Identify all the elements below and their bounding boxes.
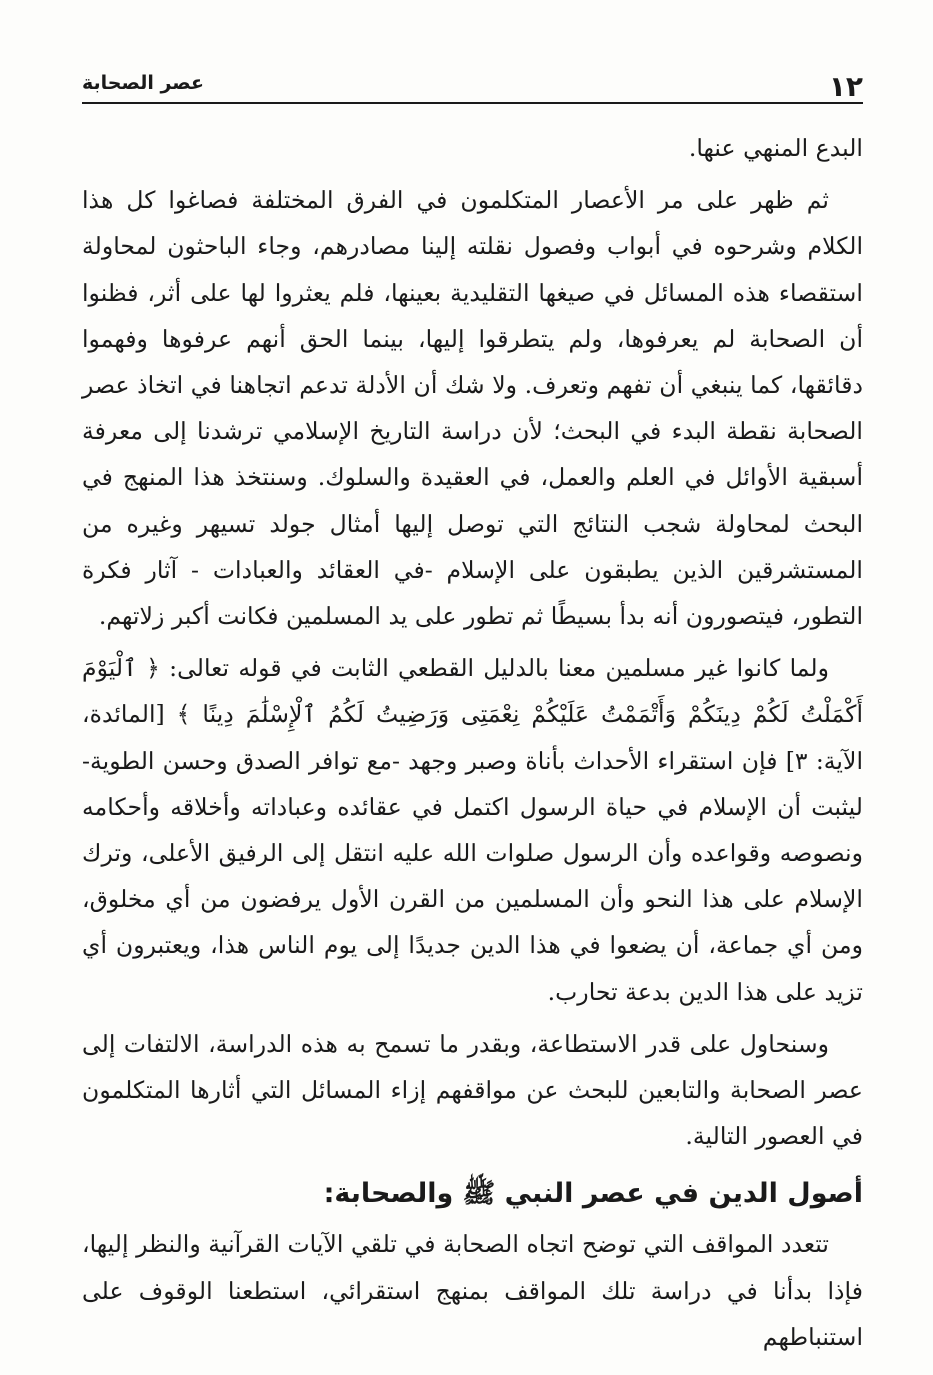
section-heading: أصول الدين في عصر النبي ﷺ والصحابة: <box>323 1178 863 1210</box>
running-header-title: عصر الصحابة <box>82 72 204 94</box>
paragraph-continuation: البدع المنهي عنها. <box>688 134 863 162</box>
page-number: ١٢ <box>828 70 863 103</box>
paragraph-body: فإن استقراء الأحداث بأناة وصبر وجهد -مع توافر الصدق وحسن الطوية- ليثبت أن الإسلام في حياة الرسول اكتمل في عقائده وعباداته وأخلاقه وأحكامه ونصوصه وقواعده وأن الرسول صلوات الله عليه انتقل إلى الرفيق الأعلى، وترك الإسلام على هذا النحو وأن المسلمين من القرن الأول يرفضون من أي مخلوق، ومن أي جماعة، أن يضعوا في هذا الدين جديدًا إلى يوم الناس هذا، ويعتبرون أي تزيد على هذا الدين بدعة تحارب. <box>82 746 863 1006</box>
paragraph-intro: ولما كانوا غير مسلمين معنا بالدليل القطعي الثابت في قوله تعالى: <box>159 654 829 683</box>
running-header <box>82 62 863 102</box>
header-divider <box>82 102 863 104</box>
paragraph-orientalists: ثم ظهر على مر الأعصار المتكلمون في الفرق المختلفة فصاغوا كل هذا الكلام وشرحوه في أبواب وفصول نقلته إلينا مصادرهم، وجاء الباحثون لمحاولة استقصاء هذه المسائل في صيغها التقليدية بعينها، فلم يعثروا لها على أثر، فظنوا أن الصحابة لم يعرفوها، ولم يتطرقوا إليها، بينما الحق أنهم عرفوها وفهموا دقائقها، كما ينبغي أن تفهم وتعرف. ولا شك أن الأدلة تدعم اتجاهنا في اتخاذ عصر الصحابة نقطة البدء في البحث؛ لأن دراسة التاريخ الإسلامي ترشدنا إلى معرفة أسبقية الأوائل في العلم والعمل، في العقيدة والسلوك. وسنتخذ هذا المنهج في البحث لمحاولة شجب النتائج التي توصل إليها أمثال جولد تسيهر وغيره من المستشرقين الذين يطبقون على الإسلام -في العقائد والعبادات - آثار فكرة التطور، فيتصورون أنه بدأ بسيطًا ثم تطور على يد المسلمين فكانت أكبر زلاتهم. <box>82 186 863 631</box>
paragraph-quran-verse <box>82 645 863 1015</box>
paragraph-plan: وسنحاول على قدر الاستطاعة، وبقدر ما تسمح به هذه الدراسة، الالتفات إلى عصر الصحابة والتابعين للبحث عن مواقفهم إزاء المسائل التي أثارها المتكلمون في العصور التالية. <box>82 1029 863 1151</box>
quran-verse: ﴿ ٱلْيَوْمَ أَكْمَلْتُ لَكُمْ دِينَكُمْ وَأَتْمَمْتُ عَلَيْكُمْ نِعْمَتِى وَرَضِيتُ لَكُمُ ٱلْإِسْلَٰمَ دِينًا ﴾ <box>82 654 863 729</box>
verse-citation: [المائدة، الآية: ٣] <box>82 700 863 775</box>
body-text <box>82 125 863 1360</box>
paragraph-positions: تتعدد المواقف التي توضح اتجاه الصحابة في تلقي الآيات القرآنية والنظر إليها، فإذا بدأنا في دراسة تلك المواقف بمنهج استقرائي، استطعنا الوقوف على استنباطهم <box>82 1230 863 1351</box>
